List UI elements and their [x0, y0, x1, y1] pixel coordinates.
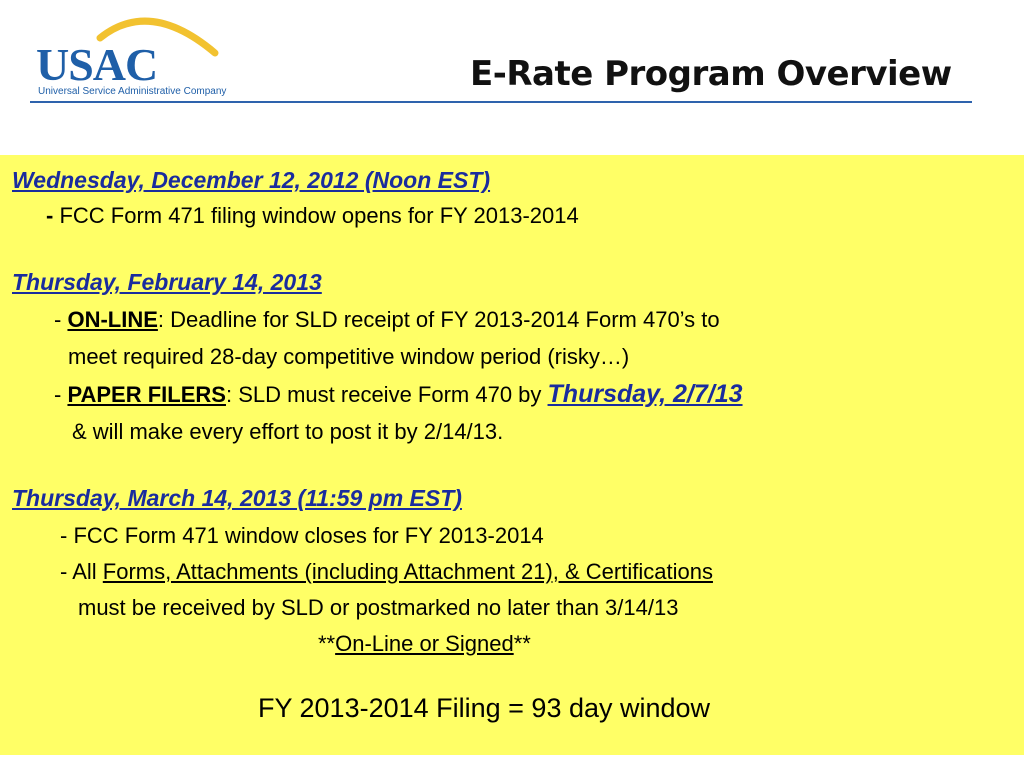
- section-3-line-1: - FCC Form 471 window closes for FY 2013-2014: [60, 523, 544, 548]
- online-text: : Deadline for SLD receipt of FY 2013-2014 Form 470’s to: [157, 307, 720, 332]
- section-1-line-1: [46, 203, 579, 229]
- title-divider: [30, 101, 972, 103]
- section-1-text: FCC Form 471 filing window opens for FY 2013-2014: [53, 203, 579, 228]
- line-prefix: **: [318, 631, 336, 656]
- dash: -: [46, 203, 54, 228]
- filing-window-summary: FY 2013-2014 Filing = 93 day window: [258, 693, 711, 723]
- logo-subtext: Universal Service Administrative Company: [38, 86, 227, 97]
- usac-logo: [30, 8, 260, 98]
- paper-text: : SLD must receive Form 470 by: [225, 382, 548, 407]
- section-3-date: Thursday, March 14, 2013 (11:59 pm EST): [12, 485, 462, 511]
- section-1-date: Wednesday, December 12, 2012 (Noon EST): [12, 167, 491, 193]
- page-title: E-Rate Program Overview: [470, 54, 952, 94]
- paper-deadline-date: Thursday, 2/7/13: [547, 380, 743, 408]
- online-or-signed-text: On-Line or Signed: [335, 631, 514, 656]
- section-3-line-4: [318, 631, 531, 657]
- section-3-line-3: must be received by SLD or postmarked no later than 3/14/13: [78, 595, 679, 620]
- dash: -: [54, 382, 68, 407]
- line-suffix: **: [513, 631, 531, 656]
- section-2-paper-line-2: & will make every effort to post it by 2/14/13.: [72, 419, 504, 444]
- online-label: ON-LINE: [67, 307, 158, 332]
- line-prefix: - All: [60, 559, 103, 584]
- section-2-paper-line: [54, 380, 743, 409]
- content-panel: [0, 155, 1024, 755]
- forms-attachments-link: Forms, Attachments (including Attachment 21), & Certifications: [102, 559, 713, 584]
- section-3-line-2: [60, 559, 713, 585]
- dash: -: [54, 307, 68, 332]
- section-2-online-line: [54, 307, 720, 333]
- section-2-online-line-2: meet required 28-day competitive window period (risky…): [68, 344, 630, 369]
- section-2-date: Thursday, February 14, 2013: [12, 269, 322, 295]
- logo-text: USAC: [36, 39, 158, 90]
- paper-filers-label: PAPER FILERS: [67, 382, 226, 407]
